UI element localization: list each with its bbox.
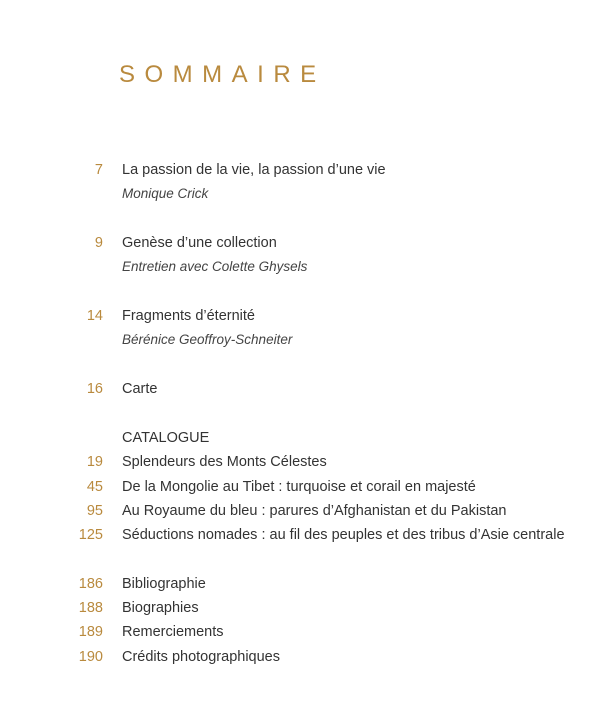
page-number: 7 (94, 162, 103, 178)
toc-entry (0, 452, 600, 476)
catalogue-heading: CATALOGUE (122, 430, 210, 446)
page-title: SOMMAIRE (119, 61, 326, 88)
page-number: 45 (86, 479, 103, 495)
toc-entry (0, 379, 600, 403)
entry-title: Genèse d’une collection (122, 235, 277, 251)
entry-title: Bibliographie (122, 576, 206, 592)
page-number: 16 (86, 381, 103, 397)
entry-author: Entretien avec Colette Ghysels (122, 259, 308, 274)
page-number: 14 (86, 308, 103, 324)
entry-title: Séductions nomades : au fil des peuples et des tribus d’Asie centrale (122, 527, 565, 543)
page-number: 125 (78, 527, 103, 543)
page-number: 19 (86, 454, 103, 470)
entry-title: Crédits photographiques (122, 649, 280, 665)
entry-title: Fragments d’éternité (122, 308, 255, 324)
toc-entry (0, 525, 600, 549)
page-number: 190 (78, 649, 103, 665)
entry-author: Bérénice Geoffroy-Schneiter (122, 332, 293, 347)
toc-entry (0, 622, 600, 646)
toc-entry (0, 501, 600, 525)
toc-entry (0, 477, 600, 501)
toc-entry (0, 574, 600, 598)
entry-title: Biographies (122, 600, 199, 616)
page-number: 189 (78, 624, 103, 640)
entry-title: De la Mongolie au Tibet : turquoise et corail en majesté (122, 479, 476, 495)
toc-entry (0, 160, 600, 201)
toc-entry (0, 306, 600, 347)
page-number: 186 (78, 576, 103, 592)
entry-title: La passion de la vie, la passion d’une vie (122, 162, 386, 178)
entry-title: Au Royaume du bleu : parures d’Afghanistan et du Pakistan (122, 503, 507, 519)
toc-entry (0, 598, 600, 622)
toc-entry (0, 647, 600, 671)
page-number: 95 (86, 503, 103, 519)
page-number: 188 (78, 600, 103, 616)
entry-title: Remerciements (122, 624, 224, 640)
entry-title: Splendeurs des Monts Célestes (122, 454, 327, 470)
entry-author: Monique Crick (122, 186, 209, 201)
entry-title: Carte (122, 381, 158, 397)
page-number: 9 (94, 235, 103, 251)
toc-entry (0, 233, 600, 274)
